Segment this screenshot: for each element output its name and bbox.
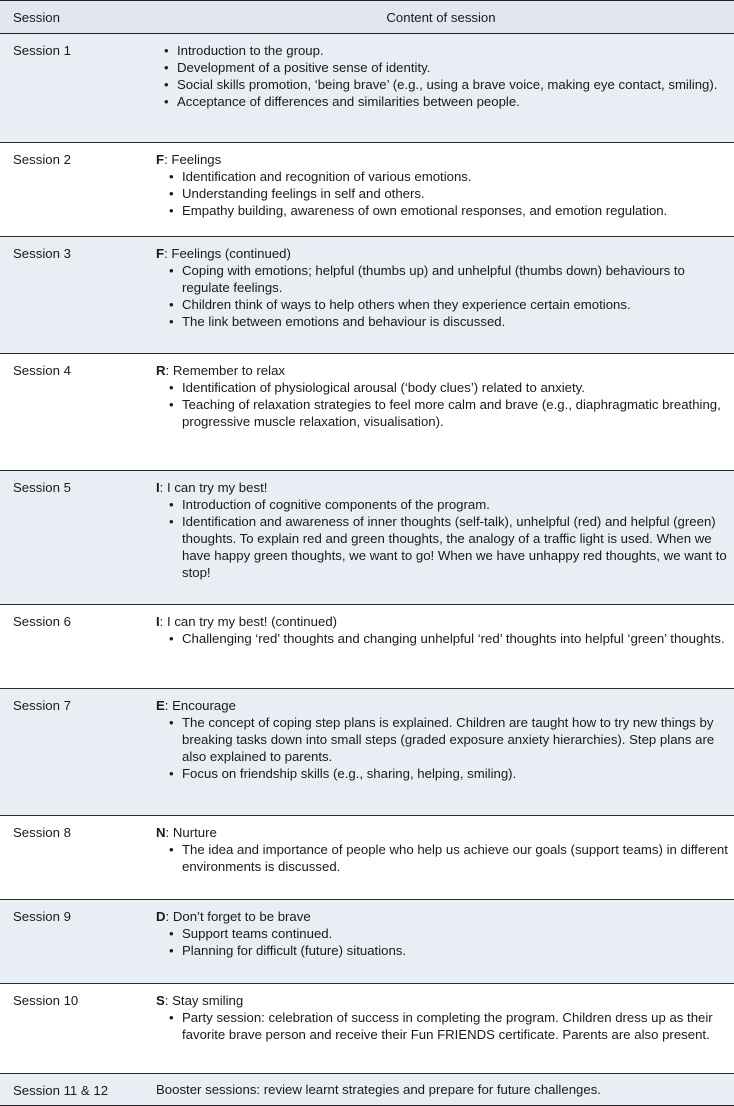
session-title: : Nurture [165,825,217,840]
session-title: : Remember to relax [165,363,285,378]
list-item: • The concept of coping step plans is explained. Children are taught how to try new things by breaking tasks down into small steps (graded exposure anxiety hierarchies). Step plans are also explained to parents. [161,714,734,765]
friends-letter: F [156,152,165,167]
session-cell: Session 11 & 12 [0,1074,148,1106]
list-item: • Empathy building, awareness of own emotional responses, and emotion regulation. [161,202,734,219]
session-heading [156,245,734,262]
session-heading [156,824,734,841]
list-item: • Introduction of cognitive components of the program. [161,496,734,513]
list-item: • Focus on friendship skills (e.g., sharing, helping, smiling). [161,765,734,782]
friends-letter: E [156,698,165,713]
list-item: • Development of a positive sense of identity. [156,59,734,76]
content-cell [148,471,734,605]
session-cell: Session 8 [0,816,148,900]
content-cell [148,34,734,143]
content-cell [148,237,734,354]
bullet-list [156,42,734,110]
session-title: : Feelings [164,152,222,167]
list-item: • Party session: celebration of success in completing the program. Children dress up as their favorite brave person and receive their Fun FRIENDS certificate. Parents are also present. [161,1009,734,1043]
list-item: • Identification and awareness of inner thoughts (self-talk), unhelpful (red) and helpful (green) thoughts. To explain red and green thoughts, the analogy of a traffic light is used. When we have happy green thoughts, we want to go! When we have unhappy red thoughts, we want to stop! [161,513,734,581]
table-row [0,816,734,900]
content-cell [148,900,734,984]
bullet-list [156,168,734,219]
list-item: • Acceptance of differences and similarities between people. [156,93,734,110]
content-cell [148,605,734,689]
list-item: • Planning for difficult (future) situations. [161,942,734,959]
list-item: • Social skills promotion, ‘being brave’ (e.g., using a brave voice, making eye contact, smiling). [156,76,734,93]
bullet-list [156,841,734,875]
list-item: • Coping with emotions; helpful (thumbs up) and unhelpful (thumbs down) behaviours to regulate feelings. [161,262,734,296]
table-row [0,984,734,1074]
session-title: : Don’t forget to be brave [165,909,311,924]
session-cell: Session 10 [0,984,148,1074]
list-item: • The link between emotions and behaviour is discussed. [161,313,734,330]
table-row [0,1074,734,1106]
content-text: Booster sessions: review learnt strategies and prepare for future challenges. [156,1082,601,1097]
friends-letter: I [156,614,160,629]
list-item: • Teaching of relaxation strategies to feel more calm and brave (e.g., diaphragmatic breathing, progressive muscle relaxation, visualisation). [161,396,734,430]
session-cell: Session 5 [0,471,148,605]
session-title: : I can try my best! (continued) [159,614,338,629]
table-row [0,900,734,984]
content-cell [148,984,734,1074]
bullet-list [156,630,734,647]
bullet-list [156,1009,734,1043]
bullet-list [156,714,734,782]
table-row [0,689,734,816]
list-item: • The idea and importance of people who help us achieve our goals (support teams) in different environments is discussed. [161,841,734,875]
table-row [0,471,734,605]
table-header-row [0,1,734,34]
session-cell: Session 4 [0,354,148,471]
content-column-header: Content of session [148,1,734,34]
friends-letter: I [156,480,160,495]
list-item: • Children think of ways to help others when they experience certain emotions. [161,296,734,313]
bullet-list [156,925,734,959]
session-heading [156,992,734,1009]
session-cell: Session 9 [0,900,148,984]
table-row [0,354,734,471]
session-cell: Session 6 [0,605,148,689]
session-title: : I can try my best! [159,480,268,495]
friends-letter: R [156,363,166,378]
list-item: • Introduction to the group. [156,42,734,59]
content-cell [148,689,734,816]
list-item: • Identification and recognition of various emotions. [161,168,734,185]
list-item: • Identification of physiological arousal (‘body clues’) related to anxiety. [161,379,734,396]
friends-letter: S [156,993,165,1008]
session-heading [156,697,734,714]
content-cell [148,1074,734,1106]
session-cell: Session 7 [0,689,148,816]
list-item: • Understanding feelings in self and others. [161,185,734,202]
session-heading [156,908,734,925]
session-heading [156,362,734,379]
table-row [0,605,734,689]
session-cell: Session 1 [0,34,148,143]
list-item: • Challenging ‘red’ thoughts and changing unhelpful ‘red’ thoughts into helpful ‘green’ thoughts. [161,630,734,647]
friends-letter: D [156,909,166,924]
table-row [0,143,734,237]
list-item: • Support teams continued. [161,925,734,942]
session-heading [156,151,734,168]
session-title: : Stay smiling [164,993,244,1008]
friends-letter: F [156,246,165,261]
bullet-list [156,262,734,330]
session-column-header: Session [0,1,148,34]
session-heading [156,479,734,496]
session-cell: Session 2 [0,143,148,237]
table-row [0,34,734,143]
content-cell [148,143,734,237]
session-cell: Session 3 [0,237,148,354]
bullet-list [156,379,734,430]
session-title: : Encourage [164,698,236,713]
table-row [0,237,734,354]
bullet-list [156,496,734,581]
content-cell [148,816,734,900]
content-cell [148,354,734,471]
friends-letter: N [156,825,166,840]
session-heading [156,613,734,630]
session-title: : Feelings (continued) [164,246,291,261]
